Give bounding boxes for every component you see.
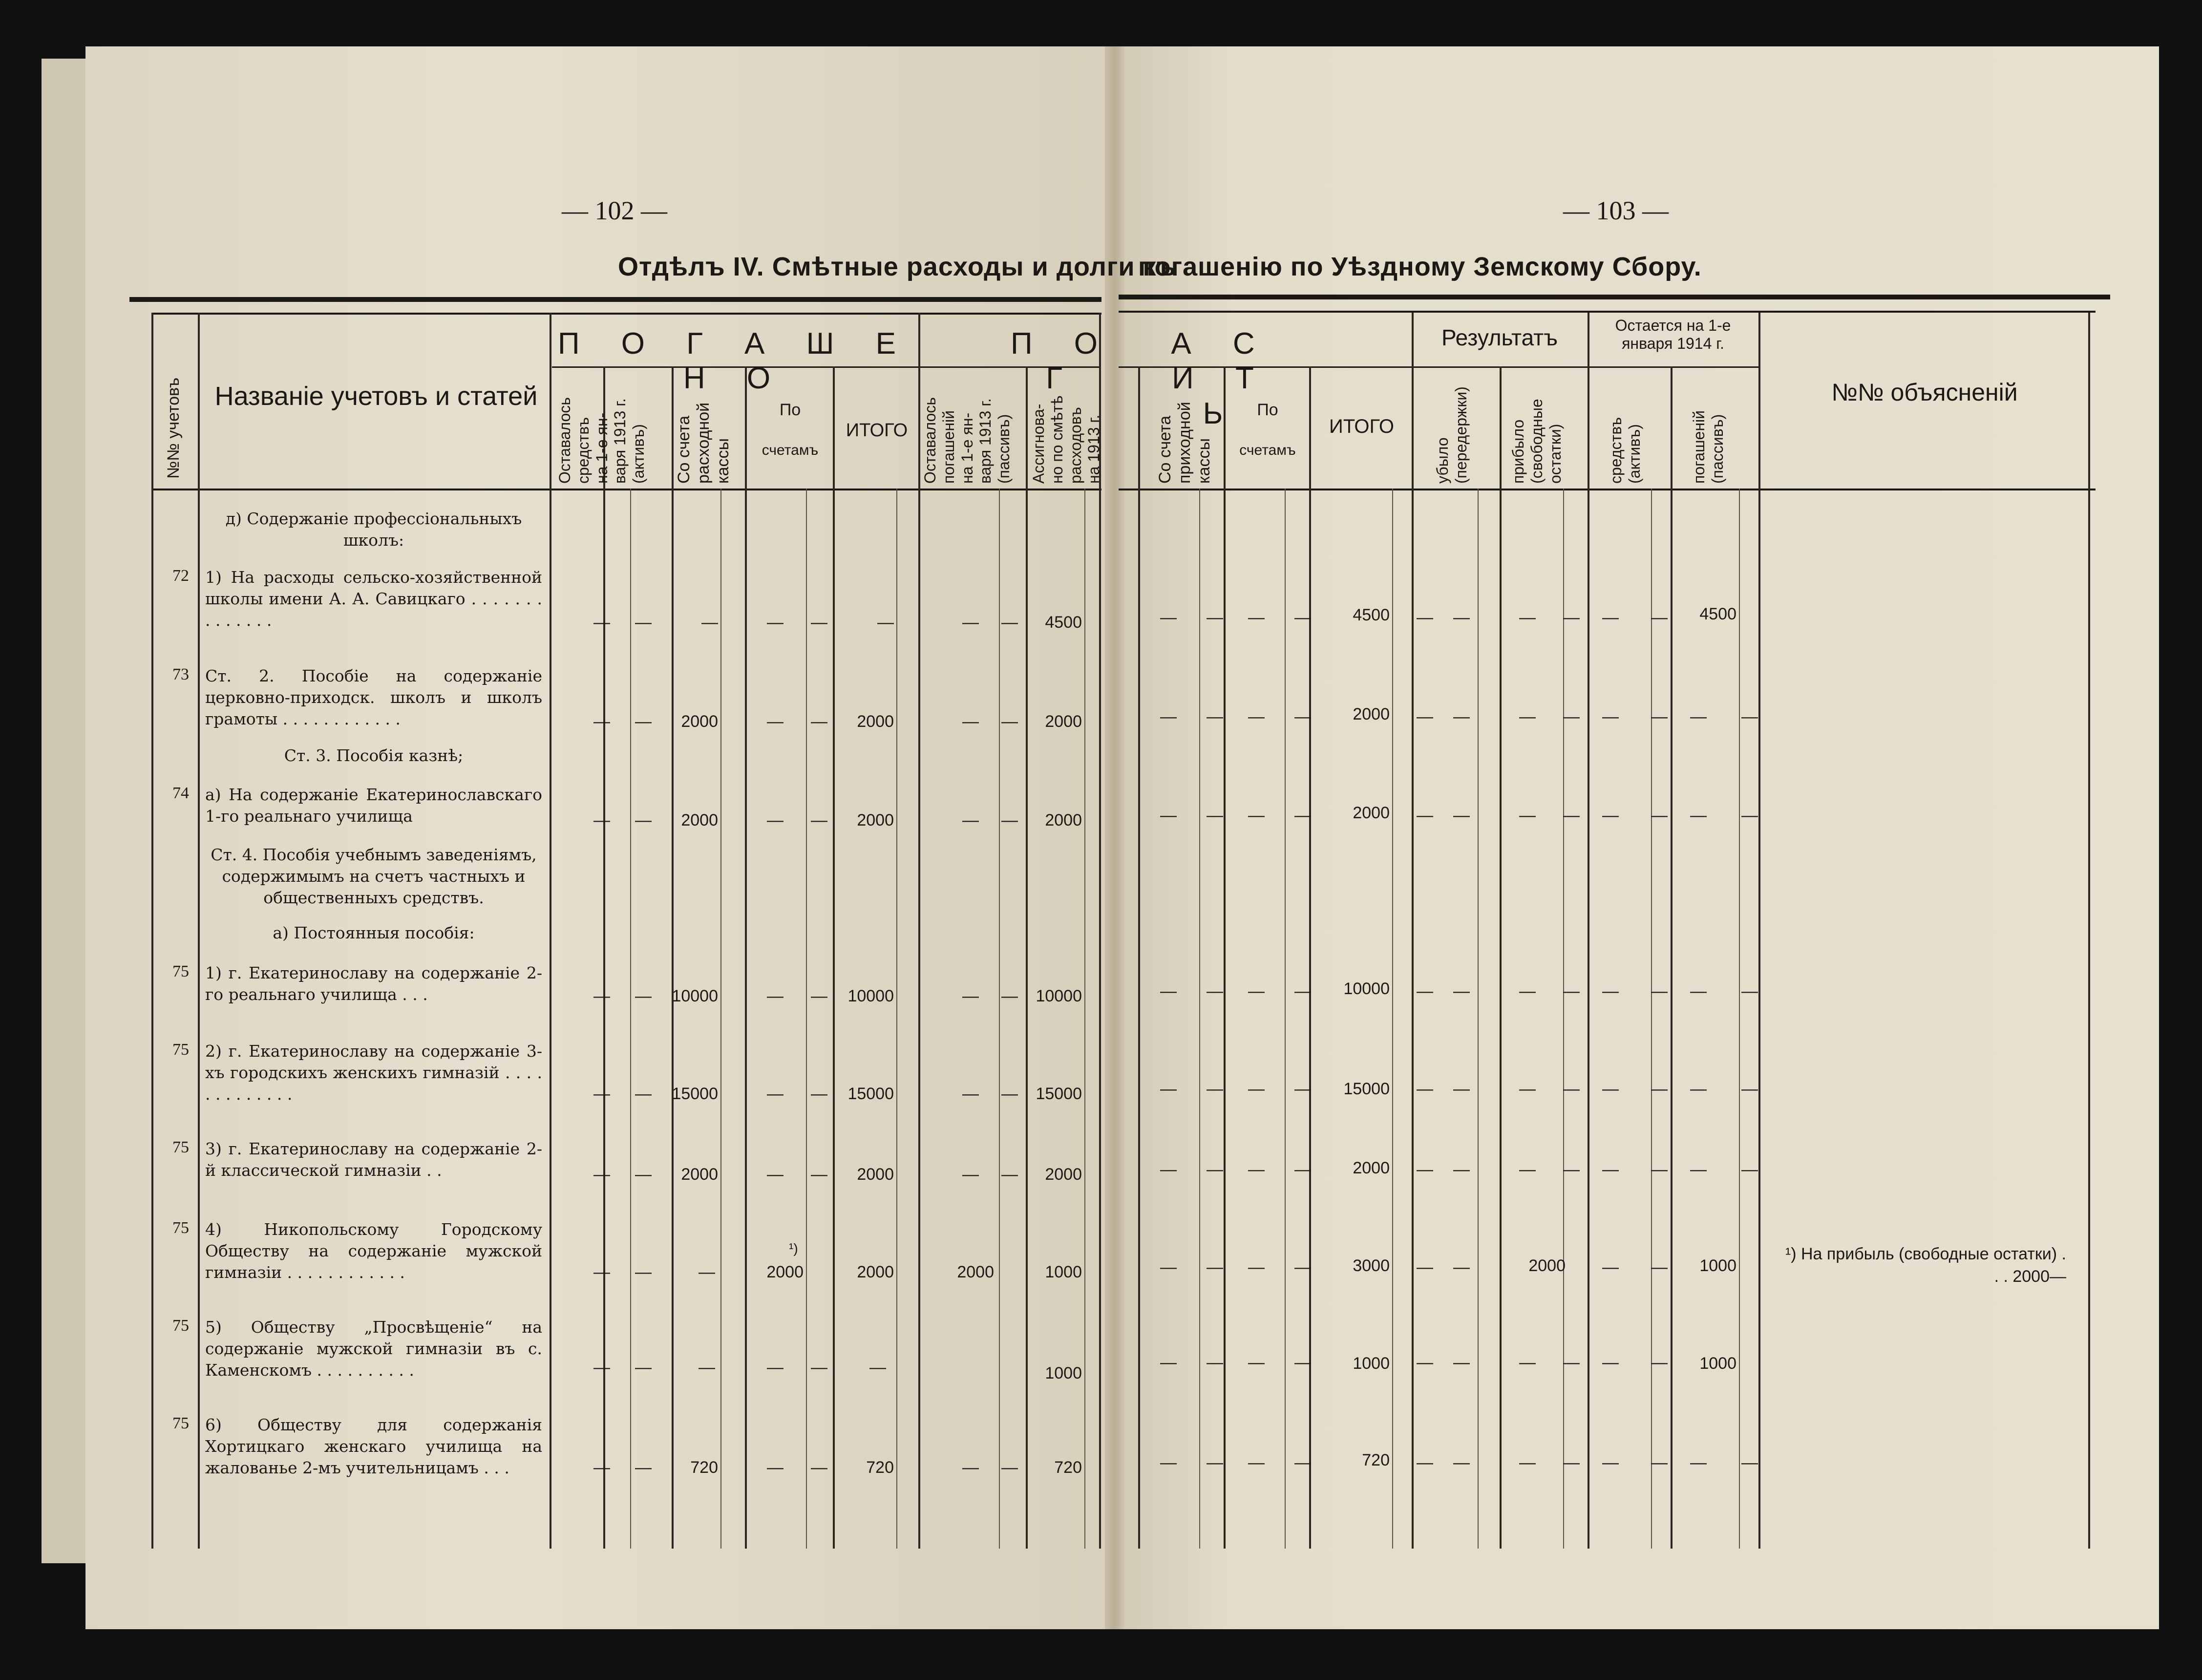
cell-dash: — bbox=[1294, 707, 1311, 726]
cell-dash: — bbox=[767, 1085, 783, 1103]
cell-dash: — bbox=[767, 1358, 783, 1377]
cell-assign: 2000 bbox=[1045, 712, 1082, 731]
cell-dash: — bbox=[1602, 1160, 1619, 1179]
cell-dash: — bbox=[1602, 1258, 1619, 1276]
header-pogasheno: П О Г А Ш Е Н О bbox=[557, 327, 913, 396]
cell-dash: — bbox=[1563, 1453, 1580, 1472]
cell-dash: — bbox=[1563, 1353, 1580, 1372]
cell-dash: — bbox=[1563, 707, 1580, 726]
cell-dash: — bbox=[1453, 806, 1470, 825]
header-po-schetam-4: счетамъ bbox=[1239, 442, 1296, 458]
header-explanations: №№ объясненій bbox=[1831, 379, 2018, 406]
v-thin-7 bbox=[1199, 489, 1200, 1549]
cell-dash: — bbox=[1248, 1453, 1265, 1472]
cell-dash: — bbox=[1417, 1258, 1433, 1276]
cell-dash: — bbox=[635, 987, 652, 1005]
v-thin-6 bbox=[1084, 489, 1085, 1549]
cell-dash: — bbox=[593, 1358, 610, 1377]
cell-dash: — bbox=[593, 1263, 610, 1281]
cell-dash: — bbox=[1248, 1258, 1265, 1276]
v-r4 bbox=[1412, 313, 1414, 1549]
cell-dash: — bbox=[593, 1165, 610, 1184]
cell-dash: — bbox=[1453, 707, 1470, 726]
cell-dash: — bbox=[1453, 1080, 1470, 1098]
cell-dash: — bbox=[767, 1165, 783, 1184]
cell-dash: — bbox=[593, 811, 610, 829]
row-label: Ст. 4. Пособія учебнымъ заведеніямъ, содержимымъ на счетъ частныхъ и общественныхъ средствъ. bbox=[211, 845, 537, 907]
cell-dash: — bbox=[1651, 1453, 1668, 1472]
cell-dash: — bbox=[1248, 608, 1265, 627]
row-label: 5) Обществу „Просвѣщеніе“ на содержаніе мужской гимназіи въ с. Каменскомъ . . . . . . . . . . bbox=[205, 1318, 542, 1380]
cell-itogo1: — bbox=[877, 613, 894, 632]
cell-dash: — bbox=[635, 1458, 652, 1477]
cell-dash: — bbox=[767, 1458, 783, 1477]
cell-dash: — bbox=[1563, 1080, 1580, 1098]
cell-assign: 1000 bbox=[1045, 1263, 1082, 1281]
header-name-col: Названіе учетовъ и статей bbox=[214, 382, 538, 411]
v-r5 bbox=[1500, 366, 1502, 1549]
row-label: а) На содержаніе Екатеринославскаго 1-го реальнаго училища bbox=[205, 785, 542, 826]
cell-itogo2: 2000 bbox=[1353, 804, 1390, 822]
cell-itogo1: 2000 bbox=[857, 1165, 894, 1184]
cell-dash: — bbox=[1519, 1453, 1536, 1472]
header-num-col: №№ учетовъ bbox=[164, 377, 183, 479]
title-left: Отдѣлъ IV. Смѣтные расходы и долги къ bbox=[618, 252, 1176, 281]
top-rule-left bbox=[129, 297, 1101, 302]
v-c4 bbox=[833, 366, 835, 1549]
cell-dash: — bbox=[1417, 806, 1433, 825]
header-pogasheniy: погашеній (пассивъ) bbox=[1690, 410, 1726, 484]
header-assignovano: Ассигнова- но по смѣтѣ расходовъ на 1913 г. bbox=[1030, 395, 1103, 484]
row-num: 75 bbox=[172, 1414, 189, 1432]
cell-dash: — bbox=[1651, 707, 1668, 726]
v-after-num bbox=[198, 313, 200, 1549]
cell-dash: — bbox=[1651, 1080, 1668, 1098]
v-r8 bbox=[1758, 313, 1760, 1549]
cell-dash: — bbox=[1651, 1353, 1668, 1372]
cell-assign: 10000 bbox=[1036, 987, 1082, 1005]
row-label: Ст. 2. Пособіе на содержаніе церковно-приходск. школъ и школъ грамоты . . . . . . . . . . . . bbox=[205, 666, 542, 728]
cell-dash: — bbox=[1207, 806, 1223, 825]
cell-dash: — bbox=[1602, 982, 1619, 1000]
cell-dash: — bbox=[1690, 806, 1707, 825]
cell-itogo1: 10000 bbox=[847, 987, 894, 1005]
header-ostavalos-pogasheniy: Оставалось погашеній на 1-е ян- варя 1913 г. (пассивъ) bbox=[921, 397, 1013, 484]
cell-dash: — bbox=[593, 1458, 610, 1477]
cell-dash: — bbox=[635, 811, 652, 829]
cell-dash: — bbox=[1741, 1080, 1758, 1098]
cell-itogo2: 2000 bbox=[1353, 705, 1390, 723]
header-po-schetam-2: счетамъ bbox=[762, 442, 819, 458]
cell-dash: — bbox=[1453, 1160, 1470, 1179]
cell-dash: — bbox=[1207, 1353, 1223, 1372]
cell-dash: — bbox=[1417, 1160, 1433, 1179]
cell-assign: 2000 bbox=[1045, 811, 1082, 829]
cell-assign: 720 bbox=[1054, 1458, 1082, 1477]
cell-dash: — bbox=[1417, 707, 1433, 726]
cell-dash: — bbox=[1519, 1353, 1536, 1372]
row-num: 74 bbox=[172, 784, 189, 802]
cell-ost-pog: 2000 bbox=[957, 1263, 994, 1281]
cell-dash: — bbox=[1453, 1353, 1470, 1372]
row-num: 75 bbox=[172, 1317, 189, 1335]
cell-dash: — bbox=[1207, 707, 1223, 726]
header-pogasit-right: А С И Т Ь bbox=[1171, 327, 1271, 430]
cell-dash: — bbox=[1563, 608, 1580, 627]
cell-assign: 4500 bbox=[1045, 613, 1082, 632]
cell-dash: — bbox=[767, 987, 783, 1005]
cell-so-rash: — bbox=[699, 1358, 715, 1377]
row-num: 75 bbox=[172, 1041, 189, 1059]
cell-dash: — bbox=[1207, 1258, 1223, 1276]
cell-assign: 1000 bbox=[1045, 1364, 1082, 1382]
cell-dash: — bbox=[1519, 608, 1536, 627]
cell-dash: — bbox=[1453, 1453, 1470, 1472]
row-num: 73 bbox=[172, 665, 189, 683]
cell-dash: — bbox=[962, 1165, 979, 1184]
cell-dash: — bbox=[1248, 707, 1265, 726]
cell-dash: — bbox=[593, 987, 610, 1005]
header-sredstv: средствъ (активъ) bbox=[1607, 417, 1643, 484]
cell-so-rash: 720 bbox=[690, 1458, 718, 1477]
cell-itogo1: 15000 bbox=[847, 1085, 894, 1103]
cell-dash: — bbox=[1417, 1353, 1433, 1372]
cell-itogo2: 720 bbox=[1362, 1451, 1390, 1469]
top-rule-right bbox=[1119, 295, 2110, 299]
cell-dash: — bbox=[1651, 608, 1668, 627]
cell-dash: — bbox=[1602, 1453, 1619, 1472]
cell-dash: — bbox=[1207, 982, 1223, 1000]
cell-dash: — bbox=[1741, 1160, 1758, 1179]
cell-po-sch: 2000 bbox=[766, 1263, 804, 1281]
title-right: погашенію по Уѣздному Земскому Сбору. bbox=[1138, 252, 1702, 281]
header-ostavalos-sredstv: Оставалось средствъ на 1-е ян- варя 1913 г. (активъ) bbox=[556, 397, 647, 484]
v-after-name bbox=[550, 313, 551, 1549]
v-thin-9 bbox=[1392, 489, 1393, 1549]
cell-dash: — bbox=[962, 1085, 979, 1103]
cell-dash: — bbox=[811, 1085, 827, 1103]
cell-itogo2: 3000 bbox=[1353, 1256, 1390, 1275]
cell-dash: — bbox=[1248, 1160, 1265, 1179]
cell-dash: — bbox=[811, 712, 827, 731]
cell-dash: — bbox=[1741, 1453, 1758, 1472]
header-ubylo: убыло (передержки) bbox=[1434, 386, 1470, 484]
cell-dash: — bbox=[635, 1165, 652, 1184]
v-thin-12 bbox=[1651, 489, 1652, 1549]
cell-dash: — bbox=[1160, 1080, 1177, 1098]
header-top-right bbox=[1119, 311, 2096, 313]
cell-dash: — bbox=[1690, 707, 1707, 726]
row-num: 75 bbox=[172, 962, 189, 980]
v-thin-5 bbox=[999, 489, 1000, 1549]
cell-dash: — bbox=[1563, 806, 1580, 825]
cell-dash: — bbox=[1160, 1258, 1177, 1276]
v-c3 bbox=[745, 366, 747, 1549]
cell-dash: — bbox=[1690, 982, 1707, 1000]
book-gutter bbox=[1105, 46, 1124, 1629]
cell-dash: — bbox=[1160, 608, 1177, 627]
cell-itogo2: 2000 bbox=[1353, 1159, 1390, 1177]
cell-itogo1: 2000 bbox=[857, 712, 894, 731]
cell-dash: — bbox=[1001, 1458, 1018, 1477]
cell-dash: — bbox=[1563, 982, 1580, 1000]
v-r7 bbox=[1671, 366, 1673, 1549]
cell-dash: — bbox=[1207, 1453, 1223, 1472]
v-c5 bbox=[918, 313, 920, 1549]
cell-dash: — bbox=[1519, 1080, 1536, 1098]
cell-dash: — bbox=[1519, 982, 1536, 1000]
cell-pog-rem: 4500 bbox=[1699, 605, 1736, 623]
v-left-border bbox=[151, 313, 153, 1549]
cell-dash: — bbox=[1417, 608, 1433, 627]
cell-dash: — bbox=[1160, 1353, 1177, 1372]
v-left-right-border bbox=[1099, 313, 1101, 1549]
cell-dash: — bbox=[1294, 982, 1311, 1000]
header-bottom-right bbox=[1119, 489, 2096, 490]
cell-itogo2: 10000 bbox=[1343, 979, 1390, 998]
footnote-mark: ¹) bbox=[789, 1241, 798, 1256]
explanation-note: ¹) На прибыль (свободные остатки) . . . 2000— bbox=[1785, 1245, 2066, 1286]
cell-dash: — bbox=[767, 712, 783, 731]
cell-pribylo: 2000 bbox=[1528, 1256, 1566, 1275]
cell-dash: — bbox=[1417, 982, 1433, 1000]
cell-itogo1: 2000 bbox=[857, 811, 894, 829]
cell-assign: 15000 bbox=[1036, 1085, 1082, 1103]
cell-dash: — bbox=[1160, 1453, 1177, 1472]
cell-dash: — bbox=[635, 1085, 652, 1103]
cell-dash: — bbox=[1248, 806, 1265, 825]
v-thin-4 bbox=[896, 489, 897, 1549]
cell-so-rash: 15000 bbox=[672, 1085, 718, 1103]
cell-dash: — bbox=[1294, 1453, 1311, 1472]
cell-dash: — bbox=[811, 1458, 827, 1477]
remaining-subrule bbox=[1588, 366, 1758, 368]
cell-dash: — bbox=[1519, 707, 1536, 726]
row-label: а) Постоянныя пособія: bbox=[273, 923, 475, 942]
header-so-scheta-prihodnoy: Со счета приходной кассы bbox=[1156, 402, 1214, 484]
cell-so-rash: — bbox=[699, 1263, 715, 1281]
cell-dash: — bbox=[1519, 1160, 1536, 1179]
cell-dash: — bbox=[1001, 712, 1018, 731]
cell-dash: — bbox=[1651, 806, 1668, 825]
cell-so-rash: 10000 bbox=[672, 987, 718, 1005]
cell-dash: — bbox=[1294, 608, 1311, 627]
header-result: Результатъ bbox=[1441, 325, 1558, 350]
v-thin-11 bbox=[1563, 489, 1564, 1549]
v-thin-10 bbox=[1478, 489, 1479, 1549]
cell-dash: — bbox=[593, 712, 610, 731]
cell-dash: — bbox=[1207, 1160, 1223, 1179]
cell-dash: — bbox=[1651, 1160, 1668, 1179]
cell-so-rash: 2000 bbox=[681, 811, 718, 829]
cell-dash: — bbox=[1651, 982, 1668, 1000]
cell-dash: — bbox=[962, 1458, 979, 1477]
cell-dash: — bbox=[1602, 707, 1619, 726]
cell-dash: — bbox=[1417, 1453, 1433, 1472]
cell-dash: — bbox=[1294, 1258, 1311, 1276]
v-r2 bbox=[1224, 366, 1226, 1549]
cell-dash: — bbox=[1001, 613, 1018, 632]
v-c6 bbox=[1026, 366, 1028, 1549]
cell-so-rash: 2000 bbox=[681, 1165, 718, 1184]
right-page bbox=[1114, 46, 2159, 1629]
cell-dash: — bbox=[1519, 806, 1536, 825]
cell-dash: — bbox=[767, 811, 783, 829]
cell-dash: — bbox=[1001, 1165, 1018, 1184]
cell-dash: — bbox=[1417, 1080, 1433, 1098]
row-label: 2) г. Екатеринославу на содержаніе 3-хъ городскихъ женскихъ гимназій . . . . . . . . . . . . . bbox=[205, 1042, 542, 1104]
row-label: д) Содержаніе профессіональныхъ школъ: bbox=[225, 509, 522, 550]
header-top-left bbox=[151, 313, 1101, 315]
row-num: 75 bbox=[172, 1138, 189, 1156]
cell-dash: — bbox=[962, 987, 979, 1005]
header-itogo-2: ИТОГО bbox=[1329, 416, 1395, 437]
cell-so-rash: — bbox=[701, 613, 718, 632]
header-po-schetam-3: По bbox=[1257, 401, 1278, 419]
cell-pog-rem: 1000 bbox=[1699, 1256, 1736, 1275]
cell-pog-rem: 1000 bbox=[1699, 1354, 1736, 1373]
row-num: 75 bbox=[172, 1219, 189, 1237]
cell-dash: — bbox=[1001, 811, 1018, 829]
row-num: 72 bbox=[172, 567, 189, 585]
cell-dash: — bbox=[1453, 1258, 1470, 1276]
cell-dash: — bbox=[1602, 806, 1619, 825]
cell-dash: — bbox=[1294, 1160, 1311, 1179]
row-label: 3) г. Екатеринославу на содержаніе 2-й классической гимназіи . . bbox=[205, 1139, 542, 1180]
row-label: 6) Обществу для содержанія Хортицкаго женскаго училища на жалованье 2-мъ учительницамъ . . . bbox=[205, 1415, 542, 1477]
cell-dash: — bbox=[1248, 1080, 1265, 1098]
cell-dash: — bbox=[1563, 1160, 1580, 1179]
cell-dash: — bbox=[635, 1358, 652, 1377]
cell-dash: — bbox=[962, 712, 979, 731]
cell-dash: — bbox=[811, 1358, 827, 1377]
header-remaining: Остается на 1-е января 1914 г. bbox=[1615, 317, 1731, 352]
cell-itogo2: 1000 bbox=[1353, 1354, 1390, 1373]
cell-dash: — bbox=[1741, 707, 1758, 726]
page-number-right: — 103 — bbox=[1563, 196, 1669, 225]
cell-itogo1: — bbox=[869, 1358, 886, 1377]
v-thin-2 bbox=[720, 489, 721, 1549]
v-thin-1 bbox=[630, 489, 631, 1549]
row-label: 1) На расходы сельско-хозяйственной школы имени А. А. Савицкаго . . . . . . . . . . . . . . bbox=[205, 568, 542, 630]
cell-dash: — bbox=[1001, 987, 1018, 1005]
cell-dash: — bbox=[1294, 806, 1311, 825]
cell-dash: — bbox=[1207, 1080, 1223, 1098]
cell-dash: — bbox=[1690, 1080, 1707, 1098]
cell-itogo1: 720 bbox=[866, 1458, 894, 1477]
header-so-scheta-rashodnoy: Со счета расходной кассы bbox=[675, 402, 733, 484]
header-bottom-left bbox=[151, 489, 1101, 490]
cell-dash: — bbox=[593, 613, 610, 632]
cell-dash: — bbox=[1294, 1080, 1311, 1098]
cell-dash: — bbox=[1160, 707, 1177, 726]
cell-dash: — bbox=[1602, 1353, 1619, 1372]
page-stack-edge bbox=[42, 59, 85, 1563]
cell-dash: — bbox=[1160, 806, 1177, 825]
v-thin-3 bbox=[806, 489, 807, 1549]
v-c2 bbox=[672, 366, 674, 1549]
row-label: Ст. 3. Пособія казнѣ; bbox=[284, 746, 464, 765]
cell-dash: — bbox=[635, 712, 652, 731]
cell-dash: — bbox=[1001, 1085, 1018, 1103]
row-label: 4) Никопольскому Городскому Обществу на содержаніе мужской гимназіи . . . . . . . . . . . . bbox=[205, 1220, 542, 1282]
cell-dash: — bbox=[1248, 982, 1265, 1000]
cell-dash: — bbox=[1651, 1258, 1668, 1276]
cell-dash: — bbox=[1207, 608, 1223, 627]
cell-assign: 2000 bbox=[1045, 1165, 1082, 1184]
cell-so-rash: 2000 bbox=[681, 712, 718, 731]
cell-dash: — bbox=[1453, 608, 1470, 627]
cell-dash: — bbox=[635, 1263, 652, 1281]
cell-itogo1: 2000 bbox=[857, 1263, 894, 1281]
cell-dash: — bbox=[767, 613, 783, 632]
header-itogo-1: ИТОГО bbox=[846, 420, 908, 441]
v-thin-13 bbox=[1739, 489, 1740, 1549]
cell-dash: — bbox=[1602, 1080, 1619, 1098]
cell-dash: — bbox=[1160, 1160, 1177, 1179]
v-r1 bbox=[1138, 366, 1140, 1549]
cell-dash: — bbox=[1741, 806, 1758, 825]
cell-dash: — bbox=[593, 1085, 610, 1103]
header-pribylo: прибыло (свободные остатки) bbox=[1509, 399, 1564, 484]
cell-dash: — bbox=[1741, 982, 1758, 1000]
cell-dash: — bbox=[1690, 1160, 1707, 1179]
header-po-schetam-1: По bbox=[779, 401, 801, 419]
cell-dash: — bbox=[1294, 1353, 1311, 1372]
cell-dash: — bbox=[811, 613, 827, 632]
row-label: 1) г. Екатеринославу на содержаніе 2-го реальнаго училища . . . bbox=[205, 963, 542, 1004]
v-r6 bbox=[1588, 313, 1589, 1549]
left-page bbox=[85, 46, 1114, 1629]
cell-dash: — bbox=[1248, 1353, 1265, 1372]
cell-dash: — bbox=[811, 1165, 827, 1184]
cell-itogo2: 15000 bbox=[1343, 1080, 1390, 1098]
page-number-left: — 102 — bbox=[562, 196, 667, 225]
cell-itogo2: 4500 bbox=[1353, 606, 1390, 624]
cell-dash: — bbox=[811, 811, 827, 829]
header-pogasit-left: П О Г bbox=[1010, 327, 1114, 396]
cell-dash: — bbox=[1690, 1453, 1707, 1472]
v-thin-8 bbox=[1285, 489, 1286, 1549]
cell-dash: — bbox=[1160, 982, 1177, 1000]
cell-dash: — bbox=[635, 613, 652, 632]
v-right-border bbox=[2088, 313, 2090, 1549]
cell-dash: — bbox=[962, 613, 979, 632]
cell-dash: — bbox=[811, 987, 827, 1005]
cell-dash: — bbox=[1453, 982, 1470, 1000]
cell-dash: — bbox=[1602, 608, 1619, 627]
cell-dash: — bbox=[962, 811, 979, 829]
